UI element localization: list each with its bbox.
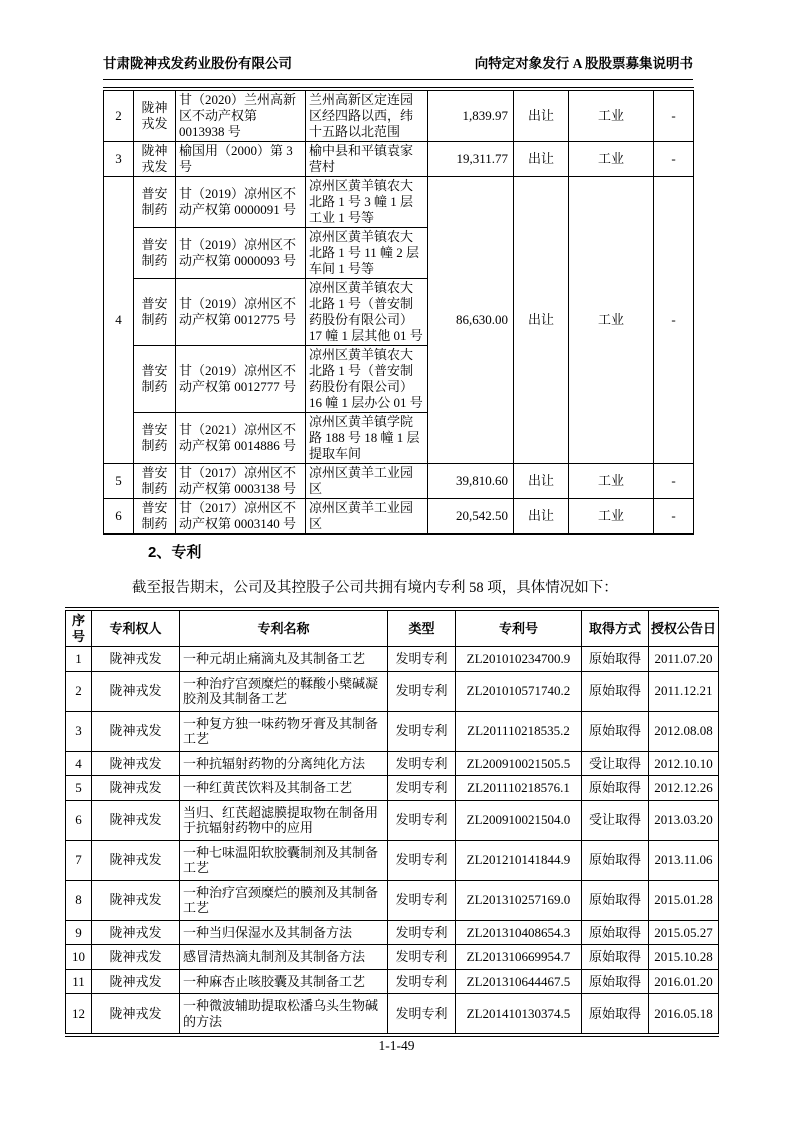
patent-name-cell: 一种当归保湿水及其制备方法 [180,920,388,945]
patent-owner-cell: 陇神戎发 [92,880,180,920]
owner-cell: 普安制药 [134,499,176,535]
header-company-name: 甘肃陇神戎发药业股份有限公司 [103,56,292,71]
patent-name-cell: 一种抗辐射药物的分离纯化方法 [180,751,388,776]
patent-type-cell: 发明专利 [388,751,456,776]
acquisition-method-cell: 出让 [514,89,569,142]
patent-number-cell: ZL201110218576.1 [456,776,582,801]
patent-col-header-name: 专利名称 [180,609,388,647]
certificate-number-cell: 甘（2017）凉州区不动产权第 0003140 号 [176,499,306,535]
patent-type-cell: 发明专利 [388,800,456,840]
owner-cell: 普安制药 [134,464,176,499]
patent-owner-cell: 陇神戎发 [92,969,180,994]
area-cell: 20,542.50 [428,499,514,535]
patent-method-cell: 原始取得 [582,880,649,920]
patent-no-cell: 10 [66,945,92,970]
patents-intro-paragraph: 截至报告期末，公司及其控股子公司共拥有境内专利 58 项，具体情况如下： [132,580,618,596]
patent-no-cell: 12 [66,994,92,1036]
location-cell: 凉州区黄羊镇农大北路 1 号（普安制药股份有限公司）17 幢 1 层其他 01 号 [306,279,428,346]
certificate-number-cell: 甘（2019）凉州区不动产权第 0000091 号 [176,177,306,228]
patent-method-cell: 受让取得 [582,800,649,840]
property-table-body [104,89,694,534]
patent-col-header-method: 取得方式 [582,609,649,647]
patent-owner-cell: 陇神戎发 [92,945,180,970]
patent-date-cell: 2016.01.20 [649,969,719,994]
property-table-row [104,464,694,499]
patent-col-header-date: 授权公告日 [649,609,719,647]
property-table-row [104,177,694,228]
patent-method-cell: 原始取得 [582,711,649,751]
patent-number-cell: ZL201310257169.0 [456,880,582,920]
patent-no-cell: 8 [66,880,92,920]
patent-date-cell: 2011.07.20 [649,647,719,672]
patent-date-cell: 2012.12.26 [649,776,719,801]
patent-method-cell: 原始取得 [582,776,649,801]
patent-name-cell: 一种复方独一味药物牙膏及其制备工艺 [180,711,388,751]
patent-type-cell: 发明专利 [388,945,456,970]
row-number-cell: 5 [104,464,134,499]
patent-col-header-type: 类型 [388,609,456,647]
patent-number-cell: ZL201310669954.7 [456,945,582,970]
certificate-number-cell: 甘（2019）凉州区不动产权第 0000093 号 [176,228,306,279]
patent-type-cell: 发明专利 [388,840,456,880]
patent-table-row [66,800,719,840]
patent-date-cell: 2013.03.20 [649,800,719,840]
acquisition-method-cell: 出让 [514,464,569,499]
patent-date-cell: 2013.11.06 [649,840,719,880]
patent-number-cell: ZL201310408654.3 [456,920,582,945]
area-cell: 1,839.97 [428,89,514,142]
patent-owner-cell: 陇神戎发 [92,671,180,711]
patent-number-cell: ZL201110218535.2 [456,711,582,751]
patent-number-cell: ZL201010571740.2 [456,671,582,711]
patent-no-cell: 6 [66,800,92,840]
patent-table-body [66,647,719,1036]
patent-name-cell: 一种麻杏止咳胶囊及其制备工艺 [180,969,388,994]
patent-no-cell: 4 [66,751,92,776]
patent-date-cell: 2012.08.08 [649,711,719,751]
patent-method-cell: 原始取得 [582,945,649,970]
property-table-row [104,499,694,535]
patent-table-row [66,880,719,920]
patent-table-row [66,994,719,1036]
patent-name-cell: 一种微波辅助提取松潘乌头生物碱的方法 [180,994,388,1036]
location-cell: 凉州区黄羊镇农大北路 1 号 3 幢 1 层工业 1 号等 [306,177,428,228]
patent-table-row [66,751,719,776]
patent-method-cell: 原始取得 [582,994,649,1036]
certificate-number-cell: 甘（2020）兰州高新区不动产权第 0013938 号 [176,89,306,142]
patent-col-header-no: 序号 [66,609,92,647]
patent-no-cell: 11 [66,969,92,994]
patent-table-row [66,945,719,970]
patent-type-cell: 发明专利 [388,880,456,920]
property-table-row [104,142,694,177]
patent-number-cell: ZL200910021505.5 [456,751,582,776]
note-cell: - [654,177,694,464]
location-cell: 凉州区黄羊镇农大北路 1 号（普安制药股份有限公司）16 幢 1 层办公 01 号 [306,346,428,413]
patent-name-cell: 一种红黄芪饮料及其制备工艺 [180,776,388,801]
patent-method-cell: 原始取得 [582,840,649,880]
acquisition-method-cell: 出让 [514,499,569,535]
patent-owner-cell: 陇神戎发 [92,994,180,1036]
patent-number-cell: ZL200910021504.0 [456,800,582,840]
patent-table-row [66,647,719,672]
patent-table-row [66,671,719,711]
patent-date-cell: 2011.12.21 [649,671,719,711]
page-number: 1-1-49 [378,1038,415,1053]
patent-type-cell: 发明专利 [388,711,456,751]
patent-method-cell: 受让取得 [582,751,649,776]
location-cell: 凉州区黄羊镇学院路 188 号 18 幢 1 层提取车间 [306,413,428,464]
patent-type-cell: 发明专利 [388,671,456,711]
patent-no-cell: 5 [66,776,92,801]
patent-col-header-number: 专利号 [456,609,582,647]
note-cell: - [654,142,694,177]
row-number-cell: 3 [104,142,134,177]
section-title-patents: 2、专利 [148,544,202,561]
patent-date-cell: 2015.10.28 [649,945,719,970]
patent-owner-cell: 陇神戎发 [92,800,180,840]
patent-type-cell: 发明专利 [388,776,456,801]
patent-method-cell: 原始取得 [582,647,649,672]
patent-table-row [66,920,719,945]
area-cell: 39,810.60 [428,464,514,499]
patent-table-row [66,711,719,751]
patent-date-cell: 2015.01.28 [649,880,719,920]
certificate-number-cell: 甘（2017）凉州区不动产权第 0003138 号 [176,464,306,499]
patent-table-header-row [66,609,719,647]
certificate-number-cell: 甘（2019）凉州区不动产权第 0012777 号 [176,346,306,413]
row-number-cell: 2 [104,89,134,142]
patent-type-cell: 发明专利 [388,994,456,1036]
patent-owner-cell: 陇神戎发 [92,647,180,672]
patent-name-cell: 一种治疗宫颈糜烂的鞣酸小檗碱凝胶剂及其制备工艺 [180,671,388,711]
patent-type-cell: 发明专利 [388,969,456,994]
patent-number-cell: ZL201210141844.9 [456,840,582,880]
property-rights-table [103,87,694,535]
patent-method-cell: 原始取得 [582,969,649,994]
patent-method-cell: 原始取得 [582,920,649,945]
location-cell: 榆中县和平镇袁家营村 [306,142,428,177]
row-number-cell: 6 [104,499,134,535]
patent-name-cell: 当归、红芪超滤膜提取物在制备用于抗辐射药物中的应用 [180,800,388,840]
land-usage-cell: 工业 [569,89,654,142]
patent-table [65,607,719,1037]
owner-cell: 普安制药 [134,346,176,413]
patent-date-cell: 2016.05.18 [649,994,719,1036]
area-cell: 86,630.00 [428,177,514,464]
patent-no-cell: 1 [66,647,92,672]
patent-name-cell: 一种七味温阳软胶囊制剂及其制备工艺 [180,840,388,880]
patent-date-cell: 2015.05.27 [649,920,719,945]
patent-name-cell: 一种治疗宫颈糜烂的膜剂及其制备工艺 [180,880,388,920]
land-usage-cell: 工业 [569,177,654,464]
patent-type-cell: 发明专利 [388,920,456,945]
owner-cell: 普安制药 [134,177,176,228]
owner-cell: 陇神戎发 [134,89,176,142]
patent-owner-cell: 陇神戎发 [92,711,180,751]
location-cell: 凉州区黄羊镇农大北路 1 号 11 幢 2 层车间 1 号等 [306,228,428,279]
patent-table-row [66,840,719,880]
patent-no-cell: 3 [66,711,92,751]
page-footer [0,1038,793,1054]
land-usage-cell: 工业 [569,142,654,177]
patent-date-cell: 2012.10.10 [649,751,719,776]
location-cell: 兰州高新区定连园区经四路以西，纬十五路以北范围 [306,89,428,142]
patent-owner-cell: 陇神戎发 [92,920,180,945]
acquisition-method-cell: 出让 [514,177,569,464]
patent-table-row [66,969,719,994]
patent-no-cell: 7 [66,840,92,880]
patent-name-cell: 感冒清热滴丸制剂及其制备方法 [180,945,388,970]
patent-col-header-owner: 专利权人 [92,609,180,647]
note-cell: - [654,499,694,535]
row-number-cell: 4 [104,177,134,464]
patent-owner-cell: 陇神戎发 [92,776,180,801]
location-cell: 凉州区黄羊工业园区 [306,499,428,535]
land-usage-cell: 工业 [569,464,654,499]
patent-number-cell: ZL201010234700.9 [456,647,582,672]
owner-cell: 普安制药 [134,228,176,279]
patent-owner-cell: 陇神戎发 [92,840,180,880]
header-doc-title: 向特定对象发行 A 股股票募集说明书 [474,56,693,71]
land-usage-cell: 工业 [569,499,654,535]
patent-type-cell: 发明专利 [388,647,456,672]
acquisition-method-cell: 出让 [514,142,569,177]
certificate-number-cell: 甘（2021）凉州区不动产权第 0014886 号 [176,413,306,464]
patent-no-cell: 2 [66,671,92,711]
patent-method-cell: 原始取得 [582,671,649,711]
patent-number-cell: ZL201410130374.5 [456,994,582,1036]
owner-cell: 陇神戎发 [134,142,176,177]
note-cell: - [654,89,694,142]
patent-no-cell: 9 [66,920,92,945]
patent-name-cell: 一种元胡止痛滴丸及其制备工艺 [180,647,388,672]
owner-cell: 普安制药 [134,413,176,464]
location-cell: 凉州区黄羊工业园区 [306,464,428,499]
patent-owner-cell: 陇神戎发 [92,751,180,776]
certificate-number-cell: 榆国用（2000）第 3 号 [176,142,306,177]
certificate-number-cell: 甘（2019）凉州区不动产权第 0012775 号 [176,279,306,346]
owner-cell: 普安制药 [134,279,176,346]
running-header [103,52,693,80]
note-cell: - [654,464,694,499]
patent-table-row [66,776,719,801]
property-table-row [104,89,694,142]
area-cell: 19,311.77 [428,142,514,177]
patent-number-cell: ZL201310644467.5 [456,969,582,994]
